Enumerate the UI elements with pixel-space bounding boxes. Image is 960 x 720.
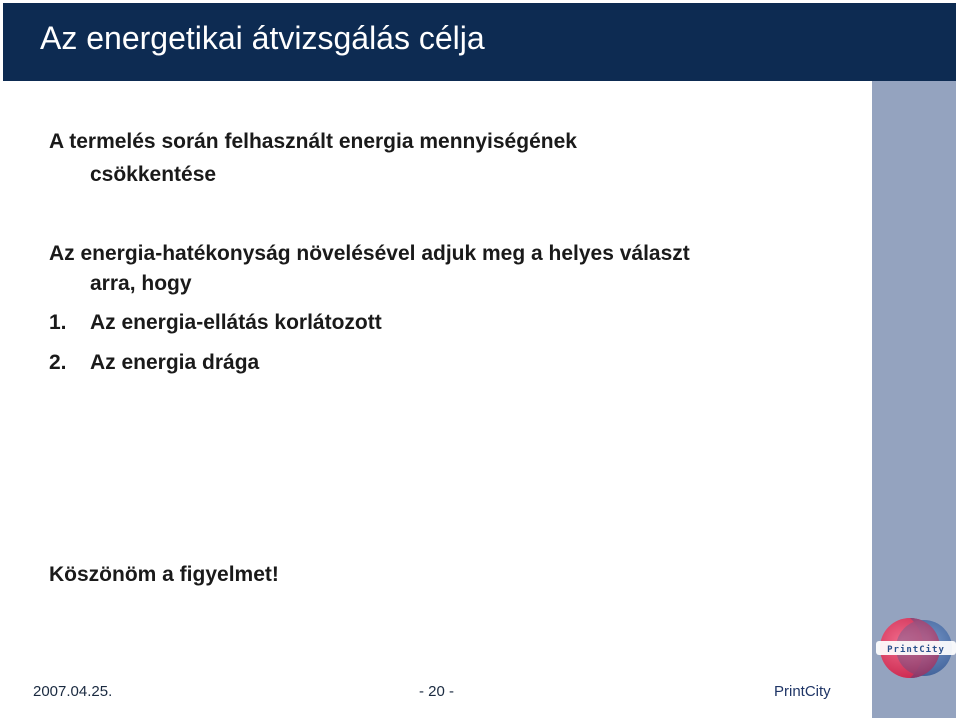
point1-line1: A termelés során felhasznált energia mennyiségének (49, 130, 577, 153)
list-text: Az energia drága (90, 351, 260, 374)
point1-line2: csökkentése (90, 163, 217, 186)
printcity-globe-icon (876, 612, 956, 684)
list-text: Az energia-ellátás korlátozott (90, 311, 382, 334)
footer-date: 2007.04.25. (33, 683, 113, 700)
list-number: 2. (49, 351, 67, 374)
footer-brand: PrintCity (774, 683, 831, 700)
point2-line1: Az energia-hatékonyság növelésével adjuk meg a helyes választ (49, 242, 690, 265)
list-item-2 (49, 348, 260, 378)
point2-line2: arra, hogy (90, 272, 192, 295)
list-number: 1. (49, 311, 67, 334)
list-item-1 (49, 308, 382, 338)
closing-text: Köszönöm a figyelmet! (49, 563, 279, 586)
logo-text: PrintCity (887, 645, 945, 655)
slide-title: Az energetikai átvizsgálás célja (40, 20, 485, 56)
footer-page-number: - 20 - (419, 683, 455, 700)
